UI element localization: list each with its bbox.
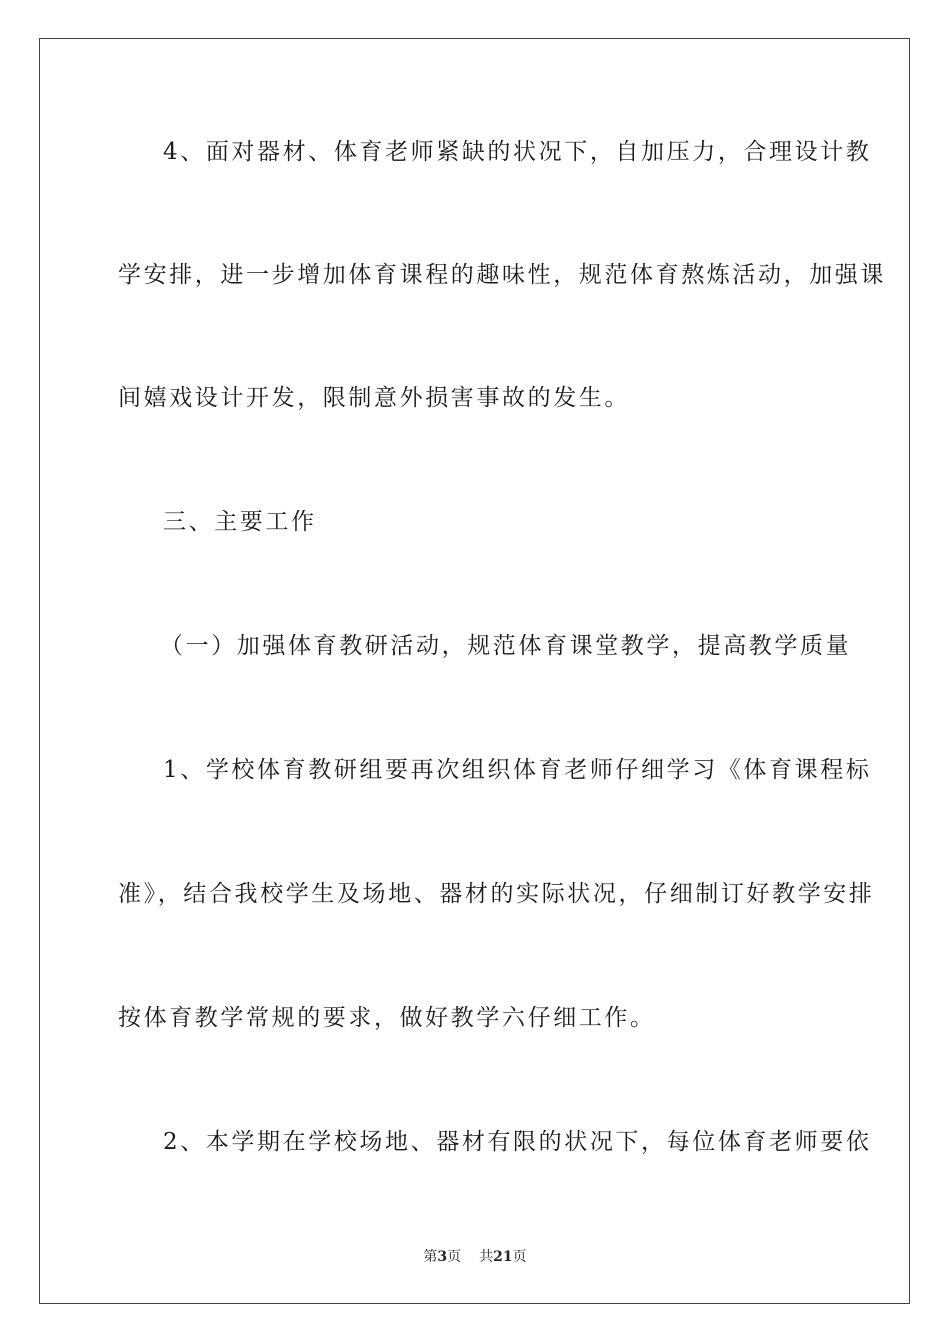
- body-text-line: 2、本学期在学校场地、器材有限的状况下，每位体育老师要依: [163, 1129, 872, 1155]
- page-prefix: 第: [423, 1249, 438, 1265]
- page-suffix: 页: [447, 1249, 462, 1265]
- total-pages: 21: [493, 1249, 513, 1265]
- section-heading: 三、主要工作: [163, 509, 317, 535]
- page-number: 3: [437, 1249, 448, 1265]
- body-text-line: 准》，结合我校学生及场地、器材的实际状况，仔细制订好教学安排: [118, 881, 875, 907]
- body-text-line: 学安排，进一步增加体育课程的趣味性，规范体育熬炼活动，加强课: [118, 262, 886, 288]
- page-footer: [0, 1246, 950, 1266]
- page-border: [39, 38, 910, 1304]
- total-suffix: 页: [512, 1249, 527, 1265]
- body-text-line: 4、面对器材、体育老师紧缺的状况下，自加压力，合理设计教: [163, 139, 872, 165]
- body-text-line: 按体育教学常规的要求，做好教学六仔细工作。: [118, 1005, 656, 1031]
- body-text-line: 间嬉戏设计开发，限制意外损害事故的发生。: [118, 385, 630, 411]
- total-prefix: 共: [479, 1249, 494, 1265]
- body-text-line: 1、学校体育教研组要再次组织体育老师仔细学习《体育课程标: [163, 757, 872, 783]
- subsection-heading: （一）加强体育教研活动，规范体育课堂教学，提高教学质量: [160, 633, 852, 659]
